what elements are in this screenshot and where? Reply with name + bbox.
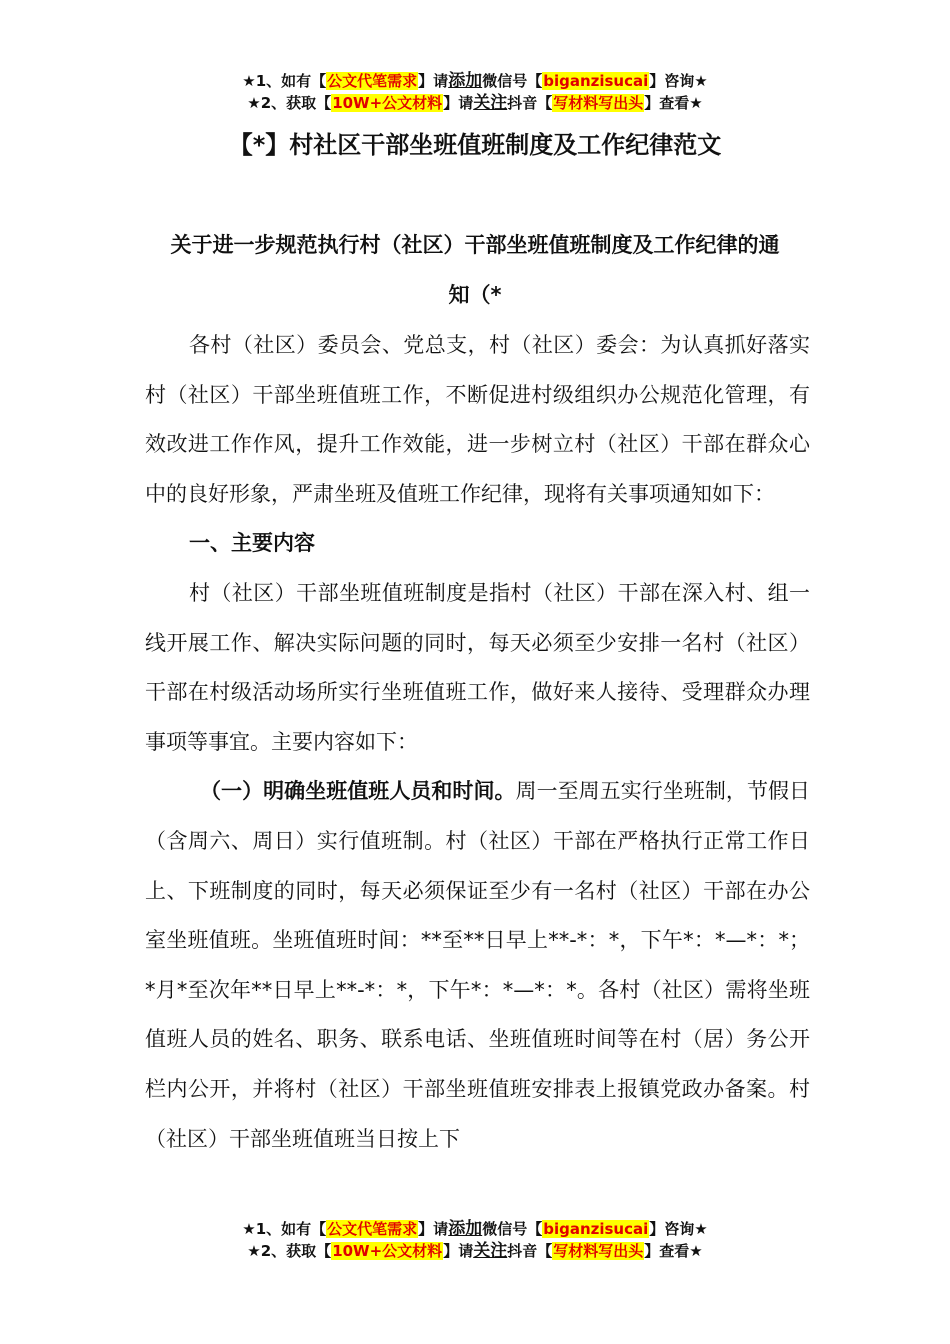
promo-line-1: ★1、如有【公文代笔需求】请添加微信号【biganzisucai】咨询★ <box>242 1219 708 1239</box>
highlight-service: 公文代笔需求 <box>327 1220 418 1238</box>
document-title: 【*】村社区干部坐班值班制度及工作纪律范文 <box>228 131 722 159</box>
highlight-wechat-id: biganzisucai <box>543 72 649 90</box>
emphasis-follow: 关注 <box>473 93 508 113</box>
highlight-materials: 10W+公文材料 <box>332 94 443 112</box>
highlight-douyin-id: 写材料写出头 <box>553 1242 644 1260</box>
promo-banner-top <box>0 70 950 114</box>
promo-line-2: ★2、获取【10W+公文材料】请关注抖音【写材料写出头】查看★ <box>247 1241 703 1261</box>
section-heading-main-content: 一、主要内容 <box>189 531 315 556</box>
highlight-wechat-id: biganzisucai <box>543 1220 649 1238</box>
promo-line-1: ★1、如有【公文代笔需求】请添加微信号【biganzisucai】咨询★ <box>242 71 708 91</box>
emphasis-add: 添加 <box>448 71 483 91</box>
notice-title-line-1: 关于进一步规范执行村（社区）干部坐班值班制度及工作纪律的通 <box>170 233 780 257</box>
paragraph-intro: 各村（社区）委员会、党总支，村（社区）委会：为认真抓好落实村（社区）干部坐班值班工作，不断促进村级组织办公规范化管理，有效改进工作作风，提升工作效能，进一步树立村（社区）干部在群众心中的良好形象，严肃坐班及值班工作纪律，现将有关事项通知如下： <box>145 333 810 506</box>
promo-line-2: ★2、获取【10W+公文材料】请关注抖音【写材料写出头】查看★ <box>247 93 703 113</box>
paragraph-definition: 村（社区）干部坐班值班制度是指村（社区）干部在深入村、组一线开展工作、解决实际问题的同时，每天必须至少安排一名村（社区）干部在村级活动场所实行坐班值班工作，做好来人接待、受理群众办理事项等事宜。主要内容如下： <box>145 580 810 754</box>
notice-title-line-2: 知（* <box>448 283 502 307</box>
promo-banner-bottom <box>0 1218 950 1262</box>
emphasis-add: 添加 <box>448 1219 483 1239</box>
highlight-materials: 10W+公文材料 <box>332 1242 443 1260</box>
clause-text: 周一至周五实行坐班制，节假日（含周六、周日）实行值班制。村（社区）干部在严格执行正常工作日上、下班制度的同时，每天必须保证至少有一名村（社区）干部在办公室坐班值班。坐班值班时间：**至**日早上**-*：*，下午*：*—*：*；*月*至次年**日早上**-*：*，下午*：*—*：*。各村（社区）需将坐班值班人员的姓名、职务、联系电话、坐班值班时间等在村（居）务公开栏内公开，并将村（社区）干部坐班值班安排表上报镇党政办备案。村（社区）干部坐班值班当日按上下 <box>145 779 811 1151</box>
highlight-service: 公文代笔需求 <box>327 72 418 90</box>
paragraph-duty-schedule <box>145 767 810 1164</box>
document-body <box>145 321 810 1164</box>
highlight-douyin-id: 写材料写出头 <box>553 94 644 112</box>
emphasis-follow: 关注 <box>473 1241 508 1261</box>
clause-lead: （一）明确坐班值班人员和时间。 <box>200 779 516 804</box>
